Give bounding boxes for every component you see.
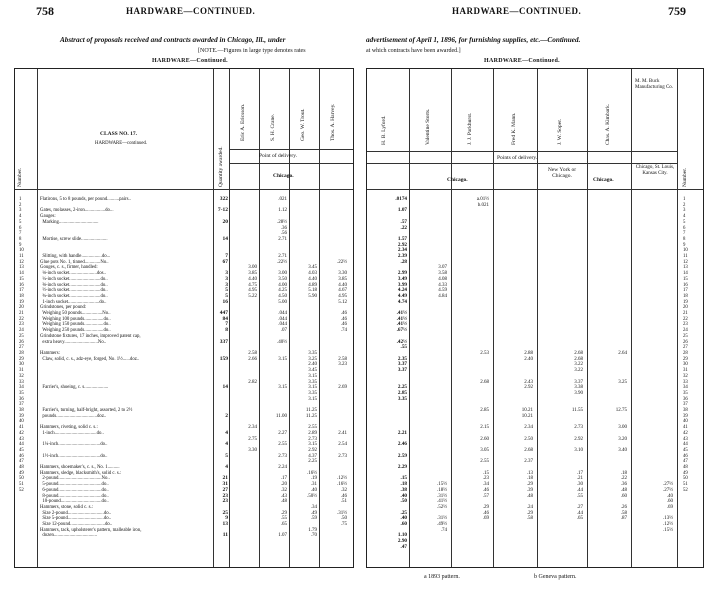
col-ericsson: 3.00 3.85 4.40 4.75 4.95 5.22 2.58 2.66 2.82 2.34 2.75 3.30 <box>248 265 257 453</box>
bidder-parkhurst: J. J. Parkhurst. <box>467 112 473 145</box>
left-page-number: 758 <box>36 4 54 18</box>
bidder-ericsson: Eric A. Ericsson. <box>240 103 246 141</box>
right-delivery-label: Points of delivery. <box>497 155 538 161</box>
delivery-city: Chicago. <box>273 173 294 179</box>
footnote-b: b Geneva pattern. <box>534 574 577 580</box>
delivery-chicago: Chicago. <box>447 177 468 183</box>
left-table <box>14 68 354 568</box>
left-note: [NOTE.—Figures in large type denotes rates <box>198 48 306 54</box>
number-header: Number. <box>17 167 23 187</box>
col-crane: .021 1.12 .28½ .36 .56 2.71 2.71 .22½ 3.00 3.50 4.00 4.25 4.50 5.00 .044 .044 .044 .07 .40½ 3.15 3.15 11.00 2.27 2.55 2.73 2.24 .17 .20 .32 .43 .48 .29 .55 .65 1.07 <box>275 197 287 539</box>
bidder-trout: Geo. W. Trout. <box>300 108 306 141</box>
bidder-harvey: Thos. A. Harvey. <box>330 103 336 141</box>
col-kimbark: 2.64 3.25 12.75 3.00 3.20 3.40 .18 .22 .36 .48 .60 .26 .58 .87 <box>615 350 627 522</box>
right-running-head: HARDWARE—CONTINUED. <box>452 6 582 16</box>
right-row-numbers: 1 2 3 4 5 6 7 8 9 10 11 12 13 14 15 16 17 18 19 20 21 22 23 24 25 26 27 28 29 30 31 32 33 34 35 36 37 38 39 40 41 42 43 44 45 46 47 48 49 50 51 52 <box>683 197 688 493</box>
col-mann: 2.88 2.40 2.43 2.92 10.21 10.21 2.34 2.50 2.68 2.37 .13 .18 .29 .39 .48 .24 .29 .58 <box>521 350 533 522</box>
left-running-head: HARDWARE—CONTINUED. <box>126 6 256 16</box>
row-numbers: 1 2 3 4 5 6 7 8 9 10 11 12 13 14 15 16 17 18 19 20 21 22 23 24 25 26 27 28 29 30 31 32 33 34 35 36 37 38 39 40 41 42 43 44 45 46 47 48 49 50 51 52 <box>19 197 24 493</box>
col-parkhurst: a.01½ b.021 2.53 2.68 2.85 2.15 2.60 3.05 2.55 .15 .23 .34 .46 .57 .29 .46 .69 <box>476 197 489 522</box>
col-storts: 3.07 3.58 4.08 4.33 4.59 4.84 .15½ .18½ .31½ .41½ .52½ .31½ .49½ .74 <box>437 265 447 533</box>
right-page-number: 759 <box>668 4 686 18</box>
quantities: 322 7-12 20 14 7 67 3 3 3 5 5 16 447 84 7 8 337 159 14 2 4 4 5 4 21 31 27 23 23 25 9 13 11 <box>217 196 228 539</box>
col-soper: 2.68 2.68 3.22 3.22 3.37 3.38 3.90 11.55 2.73 2.92 3.10 .17 .21 .30 .44 .55 .27 .44 .65 <box>571 350 583 522</box>
right-note: at which contracts have been awarded.] <box>366 48 461 54</box>
bidder-soper: J. W. Soper. <box>557 118 563 145</box>
right-number-header: Number. <box>682 167 688 187</box>
bidder-kimbark: Chas. A. Kimbark. <box>605 103 611 145</box>
delivery-label: Point of delivery. <box>259 153 297 159</box>
delivery-st-louis: Chicago, St. Louis, Kansas City. <box>635 165 675 176</box>
footnote-a: a 1893 pattern. <box>424 574 460 580</box>
bidder-buck: M. M. Buck Manufacturing Co. <box>635 79 674 90</box>
left-subhead: HARDWARE—Continued. <box>152 58 228 64</box>
right-title: advertisement of April 1, 1896, for furnishing supplies, etc.—Continued. <box>366 36 581 44</box>
col-trout: 3.45 4.03 4.40 4.89 5.18 5.90 3.35 3.25 2.40 3.45 3.15 3.35 3.15 3.35 3.15 11.25 11.25 2.55 2.89 2.73 3.15 2.92 4.37 2.25 .16½ .19 .31 .40 .50½ .34 .49 .59 1.79 .70 <box>305 265 317 539</box>
quantity-header: Quantity awarded. <box>218 146 224 187</box>
right-table <box>366 68 704 568</box>
delivery-new-york: New York or Chicago. <box>547 167 577 179</box>
delivery-chicago-2: Chicago. <box>593 177 614 183</box>
left-title: Abstract of proposals received and contracts awarded in Chicago, Ill., under <box>60 36 286 44</box>
class-subtitle: HARDWARE—continued. <box>95 141 148 146</box>
right-subhead: HARDWARE—Continued. <box>484 58 560 64</box>
bidder-lyford: H. B. Lyford. <box>381 115 387 145</box>
class-title: CLASS NO. 17. <box>100 131 137 137</box>
bidder-mann: Fred K. Mann. <box>511 112 517 145</box>
bidder-storts: Valentine Storts. <box>425 108 431 145</box>
item-descriptions: Flatirons, 5 to 8 pounds, per pound..........pairs.. Gates, molasses, 2-iron.................do... Gauges: Marking................................. Mortise, screw slide...................... Slitting, with handle.................do... Glue pots No. 1, tinned.............No.. Gouges, c. s., firmer, handled: ⅛-inch socket.......................dos.. ¼-inch socket..........................do.. ⅜-inch socket..........................do.. ½-inch socket..........................do.. ¾-inch socket..........................do.. 1-inch socket..........................do.. Grindstones, per pound: Weighing 50 pounds.................No.. Weighing 100 pounds................do.. Weighing 150 pounds................do.. Weighing 250 pounds................do.. Grindstone fixtures, 17 inches, improved patent cap, extra heavy............................No.. Hammers: Claw, solid, c. s., adz-eye, forged, No. 1½......doz.. Farrier's, shoeing, c. s.................... Farrier's, turning, half-bright, assorted, 2 to 2½ pounds..................................doz.. Hammers, riveting, solid c. s.: 1-inch...................................do.. 1¼-inch...................................do.. 1½-inch...................................do.. Hammers, shoemaker's, c. s., No. 1.......... Hammers, sledge, blacksmith's, solid c. s.: 2-pound....................................No.. 5-pound....................................do.. 6-pound....................................do.. 8-pound....................................do.. 10-pound..................................do.. Hammers, stone, solid c. s.: Size 2-pound..............................do.. Size 5-pound..............................do.. Size 12-pound.............................do.. Hammers, tack, upholsterer's pattern, malleable iron, dozen.................................... <box>40 197 142 539</box>
col-harvey: .22½ 3.30 3.85 4.40 4.67 4.95 5.12 .46 .46 .46 .74 2.58 3.23 2.69 2.41 2.54 2.73 .12½ .16½ .32 .46 .51 .31½ .50 .75 <box>337 259 347 528</box>
col-lyford: .0174 1.07 .57 .22 1.57 2.92 2.34 2.39 .28 2.99 3.49 3.99 4.24 4.49 4.74 .41½ .41½ .41½ .67½ .42½ .55 2.35 3.37 3.37 2.25 2.85 3.35 2.21 2.46 2.59 2.29 .15 .18 .38 .40 .50 .25 .40 .60 1.10 2.90 .47 <box>395 196 407 550</box>
col-buck: .27½ .27½ .40 .60 .69 .13½ .12½ .15½ <box>663 482 673 533</box>
bidder-crane: S. H. Crane. <box>270 113 276 141</box>
